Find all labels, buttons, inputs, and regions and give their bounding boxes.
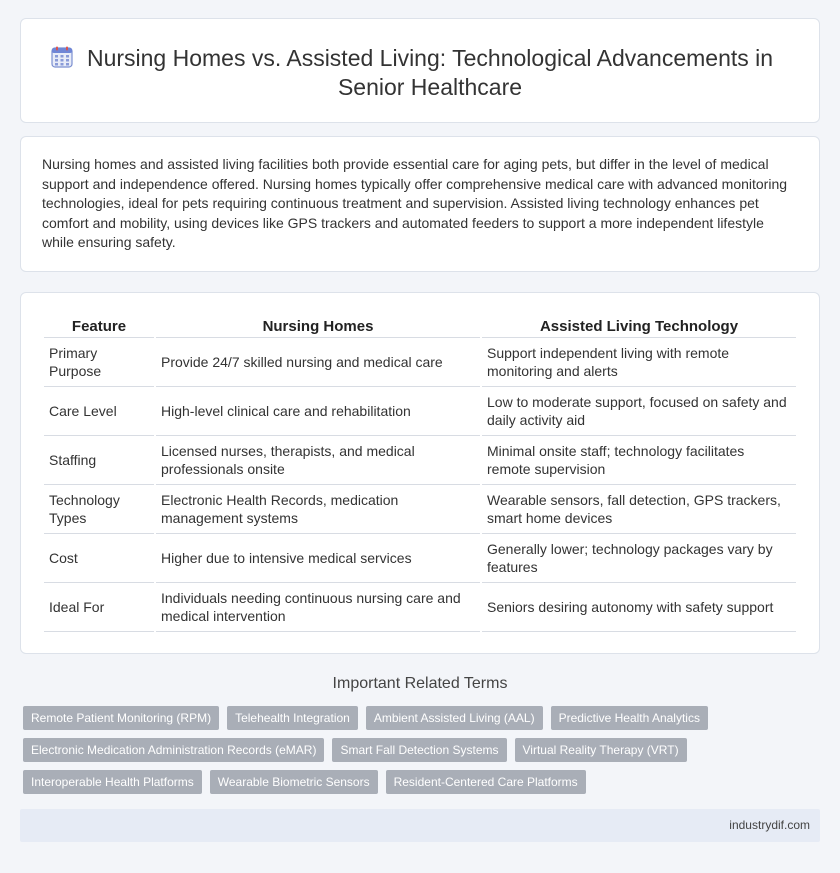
header-assisted-living: Assisted Living Technology [482, 313, 796, 338]
assisted-living-cell: Seniors desiring autonomy with safety support [482, 583, 796, 632]
nursing-homes-cell: Licensed nurses, therapists, and medical professionals onsite [156, 436, 480, 485]
assisted-living-cell: Generally lower; technology packages vary by features [482, 534, 796, 583]
feature-cell: Staffing [44, 436, 154, 485]
related-terms-list [23, 706, 783, 794]
header-feature: Feature [44, 313, 154, 338]
related-term-tag[interactable]: Smart Fall Detection Systems [332, 738, 506, 762]
assisted-living-cell: Minimal onsite staff; technology facilitates remote supervision [482, 436, 796, 485]
nursing-homes-cell: High-level clinical care and rehabilitation [156, 387, 480, 436]
table-row [44, 338, 796, 387]
footer-site-link[interactable]: industrydif.com [729, 818, 810, 832]
related-term-tag[interactable]: Resident-Centered Care Platforms [386, 770, 586, 794]
related-terms-heading: Important Related Terms [332, 675, 508, 692]
feature-cell: Ideal For [44, 583, 154, 632]
nursing-homes-cell: Individuals needing continuous nursing care and medical intervention [156, 583, 480, 632]
comparison-table [42, 313, 798, 632]
header-card [20, 18, 820, 123]
related-term-tag[interactable]: Wearable Biometric Sensors [210, 770, 378, 794]
table-row [44, 436, 796, 485]
table-row [44, 485, 796, 534]
nursing-homes-cell: Provide 24/7 skilled nursing and medical care [156, 338, 480, 387]
assisted-living-cell: Wearable sensors, fall detection, GPS trackers, smart home devices [482, 485, 796, 534]
feature-cell: Technology Types [44, 485, 154, 534]
nursing-homes-cell: Electronic Health Records, medication management systems [156, 485, 480, 534]
related-term-tag[interactable]: Remote Patient Monitoring (RPM) [23, 706, 219, 730]
related-term-tag[interactable]: Telehealth Integration [227, 706, 358, 730]
related-term-tag[interactable]: Virtual Reality Therapy (VRT) [515, 738, 687, 762]
related-term-tag[interactable]: Predictive Health Analytics [551, 706, 708, 730]
footer-bar [20, 809, 820, 842]
header-nursing-homes: Nursing Homes [156, 313, 480, 338]
table-row [44, 534, 796, 583]
page-title: Nursing Homes vs. Assisted Living: Technological Advancements in Senior Healthcare [86, 45, 774, 100]
table-row [44, 387, 796, 436]
assisted-living-cell: Support independent living with remote monitoring and alerts [482, 338, 796, 387]
table-row [44, 583, 796, 632]
related-term-tag[interactable]: Ambient Assisted Living (AAL) [366, 706, 543, 730]
assisted-living-cell: Low to moderate support, focused on safety and daily activity aid [482, 387, 796, 436]
intro-card [20, 136, 820, 272]
nursing-homes-cell: Higher due to intensive medical services [156, 534, 480, 583]
table-header-row [44, 313, 796, 338]
related-term-tag[interactable]: Interoperable Health Platforms [23, 770, 202, 794]
intro-paragraph: Nursing homes and assisted living facilities both provide essential care for aging pets, but differ in the level of medical support and independence offered. Nursing homes typically offer comprehensive medical care with advanced monitoring technologies, ideal for pets requiring continuous treatment and supervision. Assisted living technology enhances pet comfort and mobility, using devices like GPS trackers and automated feeders to support a more independent lifestyle while ensuring safety. [42, 156, 788, 250]
feature-cell: Primary Purpose [44, 338, 154, 387]
related-term-tag[interactable]: Electronic Medication Administration Records (eMAR) [23, 738, 324, 762]
comparison-table-card [20, 292, 820, 654]
feature-cell: Care Level [44, 387, 154, 436]
feature-cell: Cost [44, 534, 154, 583]
